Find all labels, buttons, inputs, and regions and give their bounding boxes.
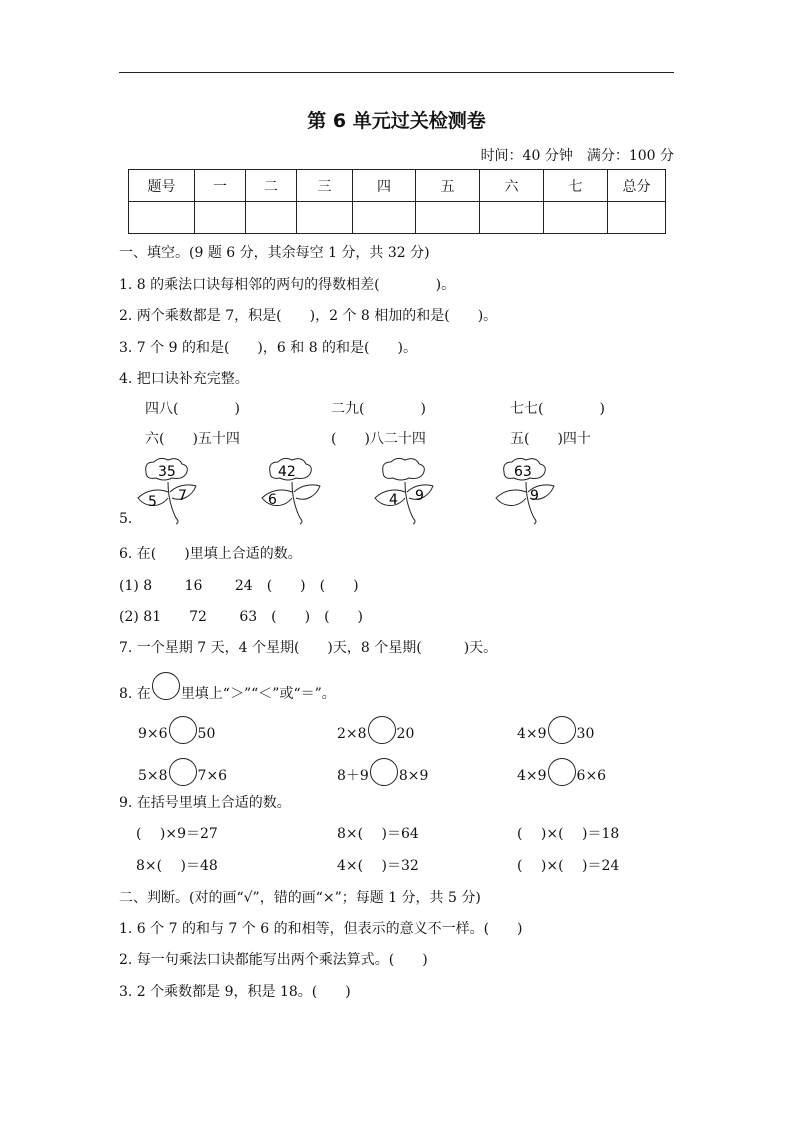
fill-equation: 8×( )＝64 bbox=[337, 826, 419, 842]
fill-equation: ( )×( )＝24 bbox=[517, 858, 620, 874]
comparison-left: 8＋9 bbox=[337, 768, 369, 784]
header-rule bbox=[119, 72, 674, 73]
mnemonic-blank: 二九( ) bbox=[331, 401, 426, 417]
q8-suffix: 里填上“＞”“＜”或“＝”。 bbox=[180, 686, 336, 702]
score-header-cell: 三 bbox=[297, 170, 353, 202]
page-title: 第 6 单元过关检测卷 bbox=[307, 110, 486, 132]
score-table-blank-row bbox=[129, 202, 666, 234]
section2-heading: 二、判断。(对的画“√”，错的画“×”；每题 1 分，共 5 分) bbox=[119, 890, 481, 906]
fill-equation: ( )×( )＝18 bbox=[517, 826, 620, 842]
question-1-2: 2. 两个乘数都是 7，积是( )，2 个 8 相加的和是( )。 bbox=[119, 308, 498, 324]
score-header-cell: 题号 bbox=[129, 170, 195, 202]
score-cell[interactable] bbox=[608, 202, 666, 234]
score-header-cell: 总分 bbox=[608, 170, 666, 202]
comparison-circle-icon[interactable] bbox=[169, 716, 197, 744]
mnemonic-blank: ( )八二十四 bbox=[331, 431, 426, 447]
score-cell[interactable] bbox=[297, 202, 353, 234]
flower-figure bbox=[132, 458, 204, 526]
comparison-right: 7×6 bbox=[197, 768, 228, 784]
question-1-5: 5. bbox=[119, 511, 133, 527]
question-1-3: 3. 7 个 9 的和是( )，6 和 8 的和是( )。 bbox=[119, 340, 417, 356]
mnemonic-blank: 四八( ) bbox=[145, 401, 240, 417]
sequence-1: (1) 8 16 24 ( ) ( ) bbox=[119, 578, 359, 594]
score-cell[interactable] bbox=[246, 202, 297, 234]
question-1-4: 4. 把口诀补充完整。 bbox=[119, 371, 249, 387]
comparison-item bbox=[337, 758, 428, 786]
comparison-right: 50 bbox=[197, 726, 216, 742]
question-1-6: 6. 在( )里填上合适的数。 bbox=[119, 546, 302, 562]
score-header-cell: 六 bbox=[480, 170, 544, 202]
flower-right-number: 9 bbox=[415, 488, 424, 504]
flower-figure bbox=[256, 458, 328, 526]
comparison-right: 6×6 bbox=[576, 768, 607, 784]
score-table bbox=[128, 169, 666, 234]
score-header-cell: 二 bbox=[246, 170, 297, 202]
comparison-circle-icon[interactable] bbox=[548, 716, 576, 744]
score-cell[interactable] bbox=[129, 202, 195, 234]
score-cell[interactable] bbox=[544, 202, 608, 234]
comparison-right: 30 bbox=[576, 726, 595, 742]
comparison-circle-icon bbox=[152, 672, 180, 700]
mnemonic-blank: 五( )四十 bbox=[510, 431, 591, 447]
mnemonic-blank: 七七( ) bbox=[510, 401, 605, 417]
score-header-cell: 四 bbox=[353, 170, 416, 202]
flower-left-number: 4 bbox=[389, 492, 398, 508]
flower-left-number: 6 bbox=[268, 492, 277, 508]
flower-right-number: 9 bbox=[530, 488, 539, 504]
comparison-left: 5×8 bbox=[138, 768, 168, 784]
flower-figure bbox=[490, 458, 562, 526]
comparison-item bbox=[138, 716, 215, 744]
comparison-left: 2×8 bbox=[337, 726, 367, 742]
flower-top-number: 35 bbox=[158, 464, 176, 480]
comparison-item bbox=[337, 716, 414, 744]
comparison-right: 20 bbox=[396, 726, 415, 742]
score-header-cell: 五 bbox=[416, 170, 480, 202]
score-header-cell: 七 bbox=[544, 170, 608, 202]
question-1-8 bbox=[119, 672, 336, 703]
flower-right-number: 7 bbox=[178, 488, 187, 504]
comparison-circle-icon[interactable] bbox=[370, 758, 398, 786]
flower-figure bbox=[369, 458, 441, 526]
question-2-1: 1. 6 个 7 的和与 7 个 6 的和相等，但表示的意义不一样。( ) bbox=[119, 921, 523, 937]
mnemonic-blank: 六( )五十四 bbox=[145, 431, 240, 447]
comparison-left: 4×9 bbox=[517, 726, 547, 742]
question-1-9: 9. 在括号里填上合适的数。 bbox=[119, 795, 291, 811]
comparison-item bbox=[517, 716, 594, 744]
comparison-circle-icon[interactable] bbox=[169, 758, 197, 786]
sequence-2: (2) 81 72 63 ( ) ( ) bbox=[119, 609, 364, 625]
question-1-7: 7. 一个星期 7 天，4 个星期( )天，8 个星期( )天。 bbox=[119, 640, 498, 656]
score-table-header-row bbox=[129, 170, 666, 202]
comparison-left: 9×6 bbox=[138, 726, 168, 742]
section1-heading: 一、填空。(9 题 6 分，其余每空 1 分，共 32 分) bbox=[119, 245, 430, 261]
comparison-right: 8×9 bbox=[398, 768, 429, 784]
comparison-circle-icon[interactable] bbox=[368, 716, 396, 744]
comparison-item bbox=[517, 758, 606, 786]
comparison-circle-icon[interactable] bbox=[548, 758, 576, 786]
q8-prefix: 8. 在 bbox=[119, 686, 151, 702]
question-1-1: 1. 8 的乘法口诀每相邻的两句的得数相差( )。 bbox=[119, 277, 456, 293]
fill-equation: 4×( )＝32 bbox=[337, 858, 419, 874]
question-2-3: 3. 2 个乘数都是 9，积是 18。( ) bbox=[119, 984, 351, 1000]
flower-top-number: 42 bbox=[278, 464, 296, 480]
score-cell[interactable] bbox=[353, 202, 416, 234]
comparison-left: 4×9 bbox=[517, 768, 547, 784]
comparison-item bbox=[138, 758, 227, 786]
score-header-cell: 一 bbox=[195, 170, 246, 202]
fill-equation: ( )×9＝27 bbox=[136, 826, 218, 842]
score-cell[interactable] bbox=[480, 202, 544, 234]
score-cell[interactable] bbox=[416, 202, 480, 234]
exam-meta: 时间：40 分钟 满分：100 分 bbox=[480, 148, 674, 164]
flower-top-number: 63 bbox=[514, 464, 532, 480]
flower-left-number: 5 bbox=[148, 494, 157, 510]
fill-equation: 8×( )＝48 bbox=[136, 858, 218, 874]
score-cell[interactable] bbox=[195, 202, 246, 234]
question-2-2: 2. 每一句乘法口诀都能写出两个乘法算式。( ) bbox=[119, 952, 428, 968]
